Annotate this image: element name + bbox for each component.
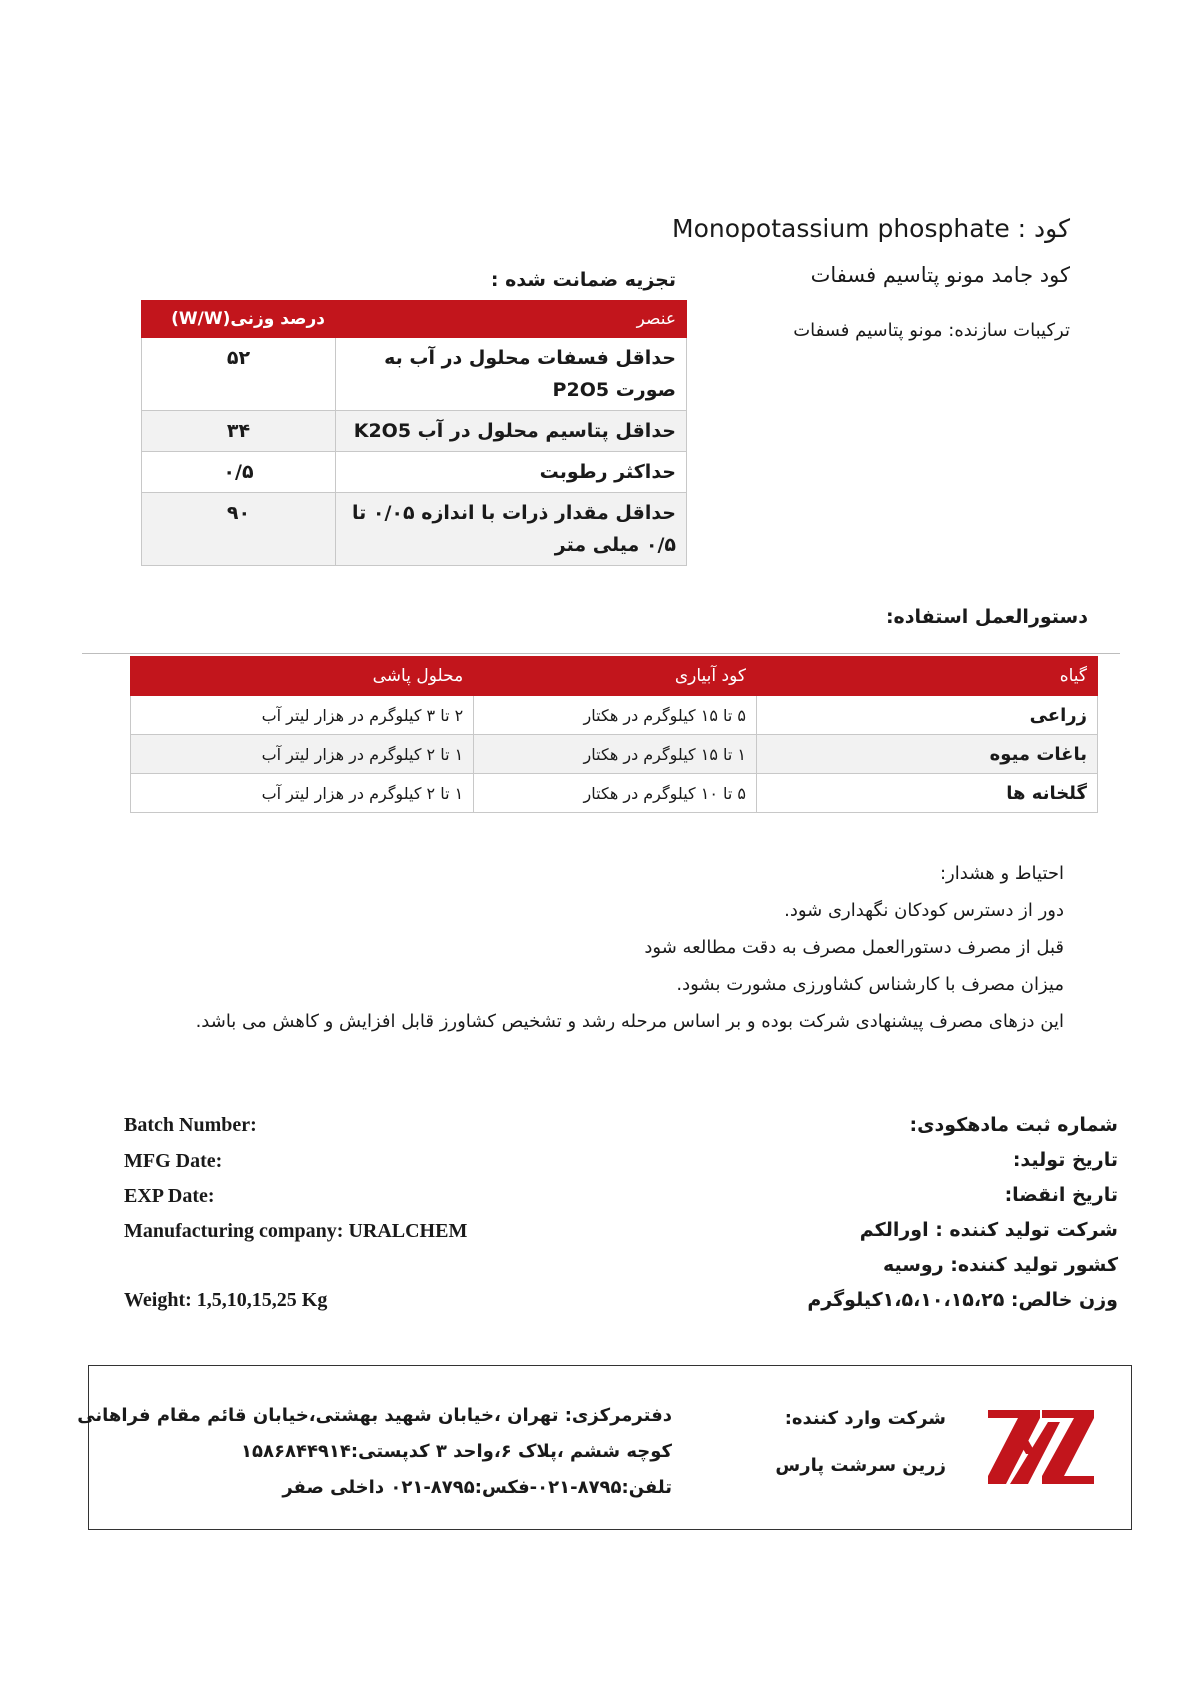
warning-item: قبل از مصرف دستورالعمل مصرف به دقت مطالعه شود	[644, 937, 1064, 958]
instructions-irrigation: ۵ تا ۱۵ کیلوگرم در هکتار	[474, 696, 757, 735]
analysis-row	[142, 338, 687, 411]
address-line: دفترمرکزی: تهران ،خیابان شهید بهشتی،خیابان قائم مقام فراهانی	[77, 1405, 672, 1426]
warning-item: میزان مصرف با کارشناس کشاورزی مشورت بشود.	[676, 974, 1064, 995]
importer-label: شرکت وارد کننده:	[784, 1408, 946, 1429]
analysis-title: تجزیه ضمانت شده :	[490, 269, 676, 291]
product-code-line	[672, 214, 1070, 243]
instructions-irrigation: ۵ تا ۱۰ کیلوگرم در هکتار	[474, 774, 757, 813]
manufacturer-country: کشور تولید کننده: روسیه	[882, 1254, 1118, 1276]
analysis-header-row	[142, 301, 687, 338]
manufacturer-en: Manufacturing company: URALCHEM	[124, 1220, 468, 1242]
batch-number-label: Batch Number:	[124, 1114, 257, 1136]
instructions-spray: ۱ تا ۲ کیلوگرم در هزار لیتر آب	[131, 735, 474, 774]
instructions-title: دستورالعمل استفاده:	[885, 606, 1088, 628]
analysis-header-element: عنصر	[336, 301, 687, 338]
fertilizer-name: کود جامد مونو پتاسیم فسفات	[810, 263, 1070, 287]
instructions-header-plant: گیاه	[757, 657, 1098, 696]
instructions-row	[131, 774, 1098, 813]
analysis-element-value: ۳۴	[142, 411, 336, 452]
instructions-plant: زراعی	[757, 696, 1098, 735]
instructions-table	[130, 656, 1098, 813]
address-line: کوچه ششم ،پلاک ۶،واحد ۳ کدپستی:۱۵۸۶۸۴۴۹۱۴	[241, 1441, 672, 1462]
instructions-irrigation: ۱ تا ۱۵ کیلوگرم در هکتار	[474, 735, 757, 774]
production-date-label: تاریخ تولید:	[1012, 1149, 1118, 1171]
importer-name: زرین سرشت پارس	[775, 1455, 946, 1476]
net-weight-fa: وزن خالص: ۱،۵،۱۰،۱۵،۲۵کیلوگرم	[807, 1289, 1118, 1311]
instructions-header-spray: محلول پاشی	[131, 657, 474, 696]
analysis-element-value: ۵۲	[142, 338, 336, 411]
analysis-row	[142, 411, 687, 452]
instructions-plant: گلخانه ها	[757, 774, 1098, 813]
instructions-spray: ۲ تا ۳ کیلوگرم در هزار لیتر آب	[131, 696, 474, 735]
analysis-element-name: حداقل پتاسیم محلول در آب K2O5	[336, 411, 687, 452]
expiry-date-label: تاریخ انقضا:	[1004, 1184, 1118, 1206]
analysis-element-name: حداقل مقدار ذرات با اندازه ۰/۰۵ تا ۰/۵ میلی متر	[336, 493, 687, 566]
company-logo-icon	[988, 1410, 1094, 1484]
warning-item: دور از دسترس کودکان نگهداری شود.	[784, 900, 1064, 921]
weight-en: Weight: 1,5,10,15,25 Kg	[124, 1289, 328, 1311]
warning-item: این دزهای مصرف پیشنهادی شرکت بوده و بر اساس مرحله رشد و تشخیص کشاورز قابل افزایش و کاهش می باشد.	[195, 1011, 1064, 1032]
warnings-title: احتیاط و هشدار:	[939, 863, 1064, 884]
analysis-header-value: درصد وزنی(W/W)	[142, 301, 336, 338]
instructions-row	[131, 696, 1098, 735]
instructions-header-irrigation: کود آبیاری	[474, 657, 757, 696]
instructions-header-row	[131, 657, 1098, 696]
warnings-section	[164, 855, 1064, 1040]
analysis-element-name: حداقل فسفات محلول در آب به صورت P2O5	[336, 338, 687, 411]
mfg-date-label: MFG Date:	[124, 1150, 223, 1172]
instructions-spray: ۱ تا ۲ کیلوگرم در هزار لیتر آب	[131, 774, 474, 813]
instructions-plant: باغات میوه	[757, 735, 1098, 774]
composition: ترکیبات سازنده: مونو پتاسیم فسفات	[793, 320, 1070, 341]
analysis-row	[142, 452, 687, 493]
contact-line: تلفن:۸۷۹۵-۰۲۱-فکس:۸۷۹۵-۰۲۱ داخلی صفر	[282, 1477, 672, 1498]
analysis-element-value: ۰/۵	[142, 452, 336, 493]
analysis-row	[142, 493, 687, 566]
analysis-table	[141, 300, 687, 566]
exp-date-label: EXP Date:	[124, 1185, 215, 1207]
analysis-element-value: ۹۰	[142, 493, 336, 566]
product-code-value: Monopotassium phosphate	[672, 214, 1010, 243]
head-office-address	[77, 1398, 672, 1506]
manufacturer-fa: شرکت تولید کننده : اورالکم	[859, 1219, 1118, 1241]
product-code-label: کود :	[1009, 214, 1070, 243]
instructions-row	[131, 735, 1098, 774]
analysis-element-name: حداکثر رطوبت	[336, 452, 687, 493]
registration-number-label: شماره ثبت مادهکودی:	[909, 1114, 1118, 1136]
section-divider	[82, 653, 1120, 654]
